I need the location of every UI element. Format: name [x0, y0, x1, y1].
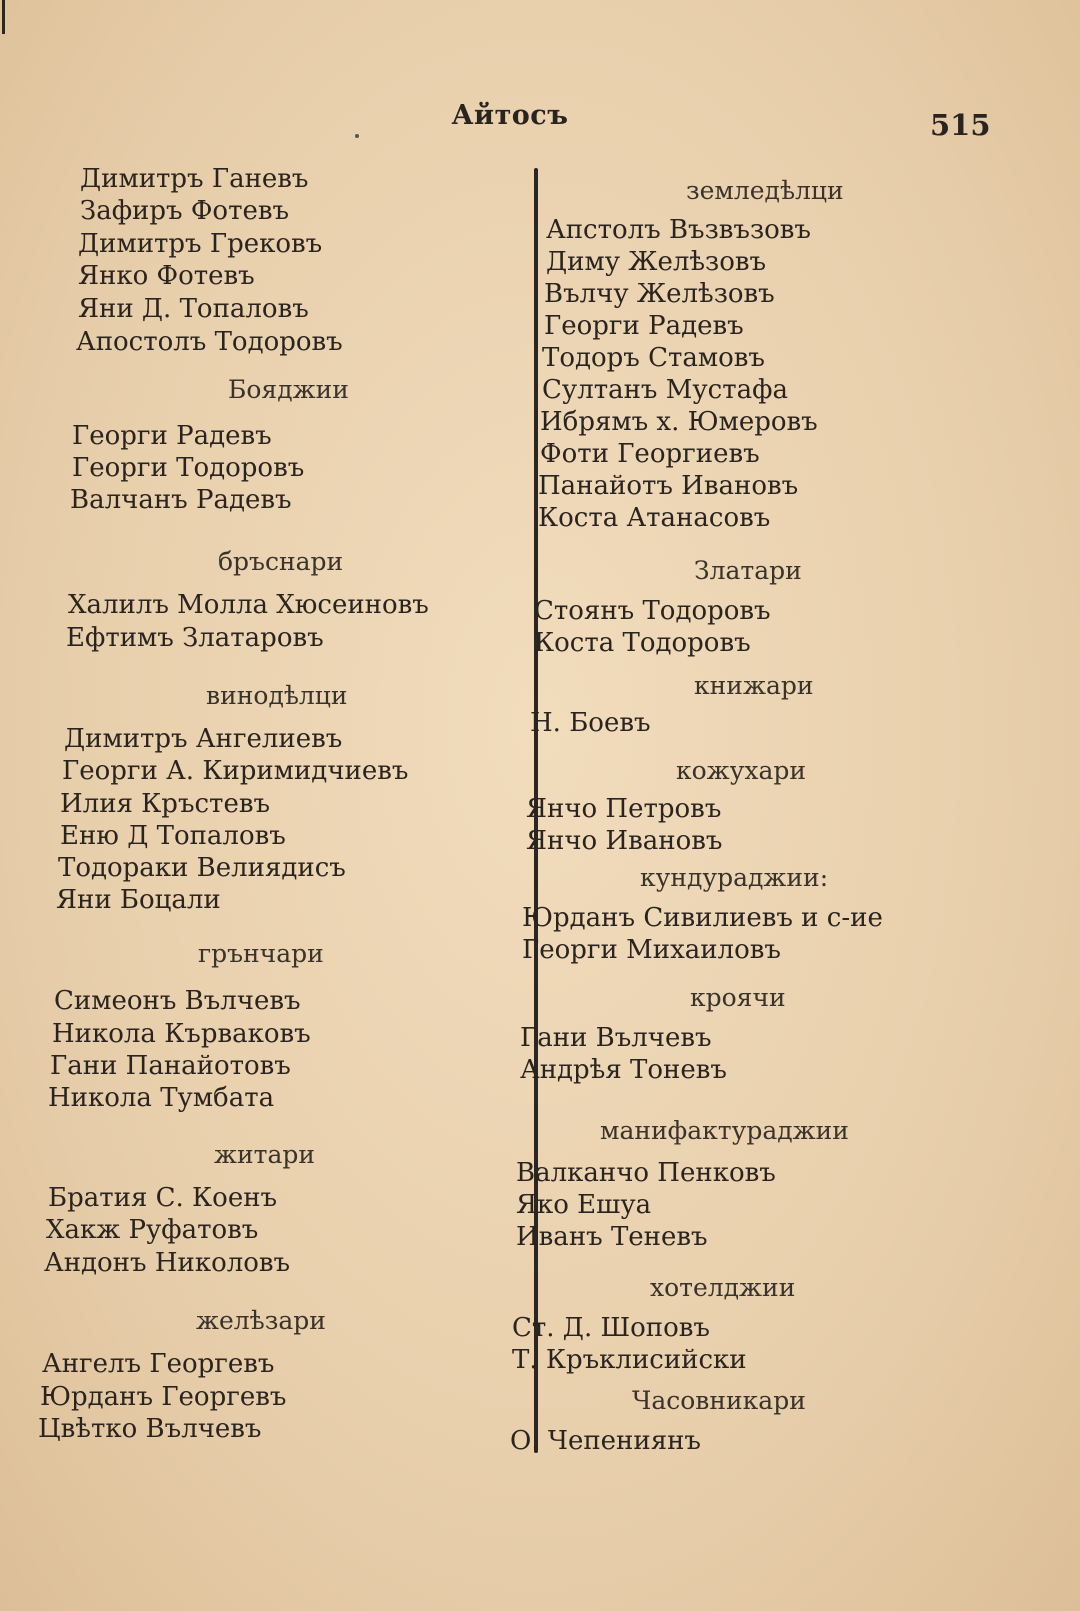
left-entry: Яни Д. Топаловъ [78, 294, 309, 324]
left-entry: Ангелъ Георгевъ [42, 1349, 275, 1379]
left-entry: Апостолъ Тодоровъ [76, 327, 343, 357]
left-entry: Димитръ Ганевъ [80, 164, 309, 194]
right-entry: Султанъ Мустафа [542, 375, 788, 405]
right-entry: Ибрямъ х. Юмеровъ [540, 407, 818, 437]
left-entry: Гани Панайотовъ [50, 1051, 291, 1081]
right-entry: Диму Желѣзовъ [546, 247, 767, 277]
right-entry: О. Чепениянъ [510, 1426, 701, 1456]
edge-mark [2, 0, 5, 34]
running-header-title: Айтосъ [451, 100, 569, 131]
right-entry: Георги Михаиловъ [522, 935, 781, 965]
left-entry: Тодораки Велиядисъ [58, 853, 346, 883]
left-section-heading: житари [214, 1140, 316, 1169]
right-entry: Панайотъ Ивановъ [538, 471, 799, 501]
right-section-heading: Златари [694, 556, 802, 585]
right-entry: Яко Ешуа [516, 1190, 652, 1220]
left-entry: Андонъ Николовъ [44, 1248, 291, 1278]
left-entry: Зафиръ Фотевъ [80, 196, 290, 226]
right-entry: Юрданъ Сивилиевъ и с-ие [522, 903, 883, 933]
left-entry: Георги Тодоровъ [72, 453, 305, 483]
left-section-heading: Бояджии [228, 375, 349, 404]
ink-dot [355, 134, 359, 138]
left-entry: Георги Радевъ [72, 421, 272, 451]
left-entry: Братия С. Коенъ [48, 1183, 278, 1213]
left-entry: Юрданъ Георгевъ [40, 1382, 287, 1412]
right-entry: Апстолъ Възвъзовъ [546, 215, 811, 245]
right-entry: Т. Кръклисийски [512, 1345, 747, 1375]
left-entry: Халилъ Молла Хюсеиновъ [68, 590, 429, 620]
left-section-heading: винодѣлци [206, 681, 348, 710]
left-entry: Цвѣтко Вълчевъ [38, 1414, 262, 1444]
right-entry: Валканчо Пенковъ [516, 1158, 776, 1188]
left-entry: Димитръ Ангелиевъ [64, 724, 343, 754]
right-section-heading: Часовникари [632, 1386, 806, 1415]
right-entry: Стоянъ Тодоровъ [534, 596, 771, 626]
left-section-heading: грънчари [198, 939, 324, 968]
left-entry: Никола Кърваковъ [52, 1019, 311, 1049]
left-entry: Илия Кръстевъ [60, 789, 271, 819]
left-entry: Валчанъ Радевъ [70, 485, 292, 515]
left-entry: Яни Боцали [56, 885, 221, 915]
right-entry: Коста Атанасовъ [538, 503, 771, 533]
left-entry: Симеонъ Вълчевъ [54, 986, 301, 1016]
right-entry: Гани Вълчевъ [520, 1023, 712, 1053]
left-entry: Янко Фотевъ [78, 261, 255, 291]
right-section-heading: хотелджии [650, 1273, 796, 1302]
right-section-heading: кроячи [690, 983, 786, 1012]
right-entry: Георги Радевъ [544, 311, 744, 341]
right-entry: Иванъ Теневъ [516, 1222, 708, 1252]
left-entry: Еню Д Топаловъ [60, 821, 286, 851]
right-entry: Янчо Ивановъ [526, 826, 723, 856]
right-entry: Андрѣя Тоневъ [520, 1055, 727, 1085]
right-entry: Коста Тодоровъ [534, 628, 751, 658]
left-entry: Георги А. Киримидчиевъ [62, 756, 409, 786]
right-entry: Н. Боевъ [530, 708, 651, 738]
left-section-heading: желѣзари [196, 1306, 326, 1335]
left-entry: Димитръ Грековъ [78, 229, 323, 259]
left-section-heading: бръснари [218, 547, 344, 576]
left-entry: Хакж Руфатовъ [46, 1215, 259, 1245]
right-section-heading: книжари [694, 671, 814, 700]
left-entry: Ефтимъ Златаровъ [66, 623, 324, 653]
right-section-heading: земледѣлци [686, 176, 844, 205]
left-entry: Никола Тумбата [48, 1083, 275, 1113]
page-number: 515 [930, 108, 991, 142]
right-section-heading: манифактураджии [600, 1116, 849, 1145]
right-section-heading: кундураджии: [640, 863, 829, 892]
right-entry: Янчо Петровъ [526, 794, 722, 824]
right-entry: Вълчу Желѣзовъ [544, 279, 775, 309]
right-entry: Тодоръ Стамовъ [542, 343, 765, 373]
right-entry: Фоти Георгиевъ [540, 439, 760, 469]
right-section-heading: кожухари [676, 756, 807, 785]
right-entry: Ст. Д. Шоповъ [512, 1313, 710, 1343]
